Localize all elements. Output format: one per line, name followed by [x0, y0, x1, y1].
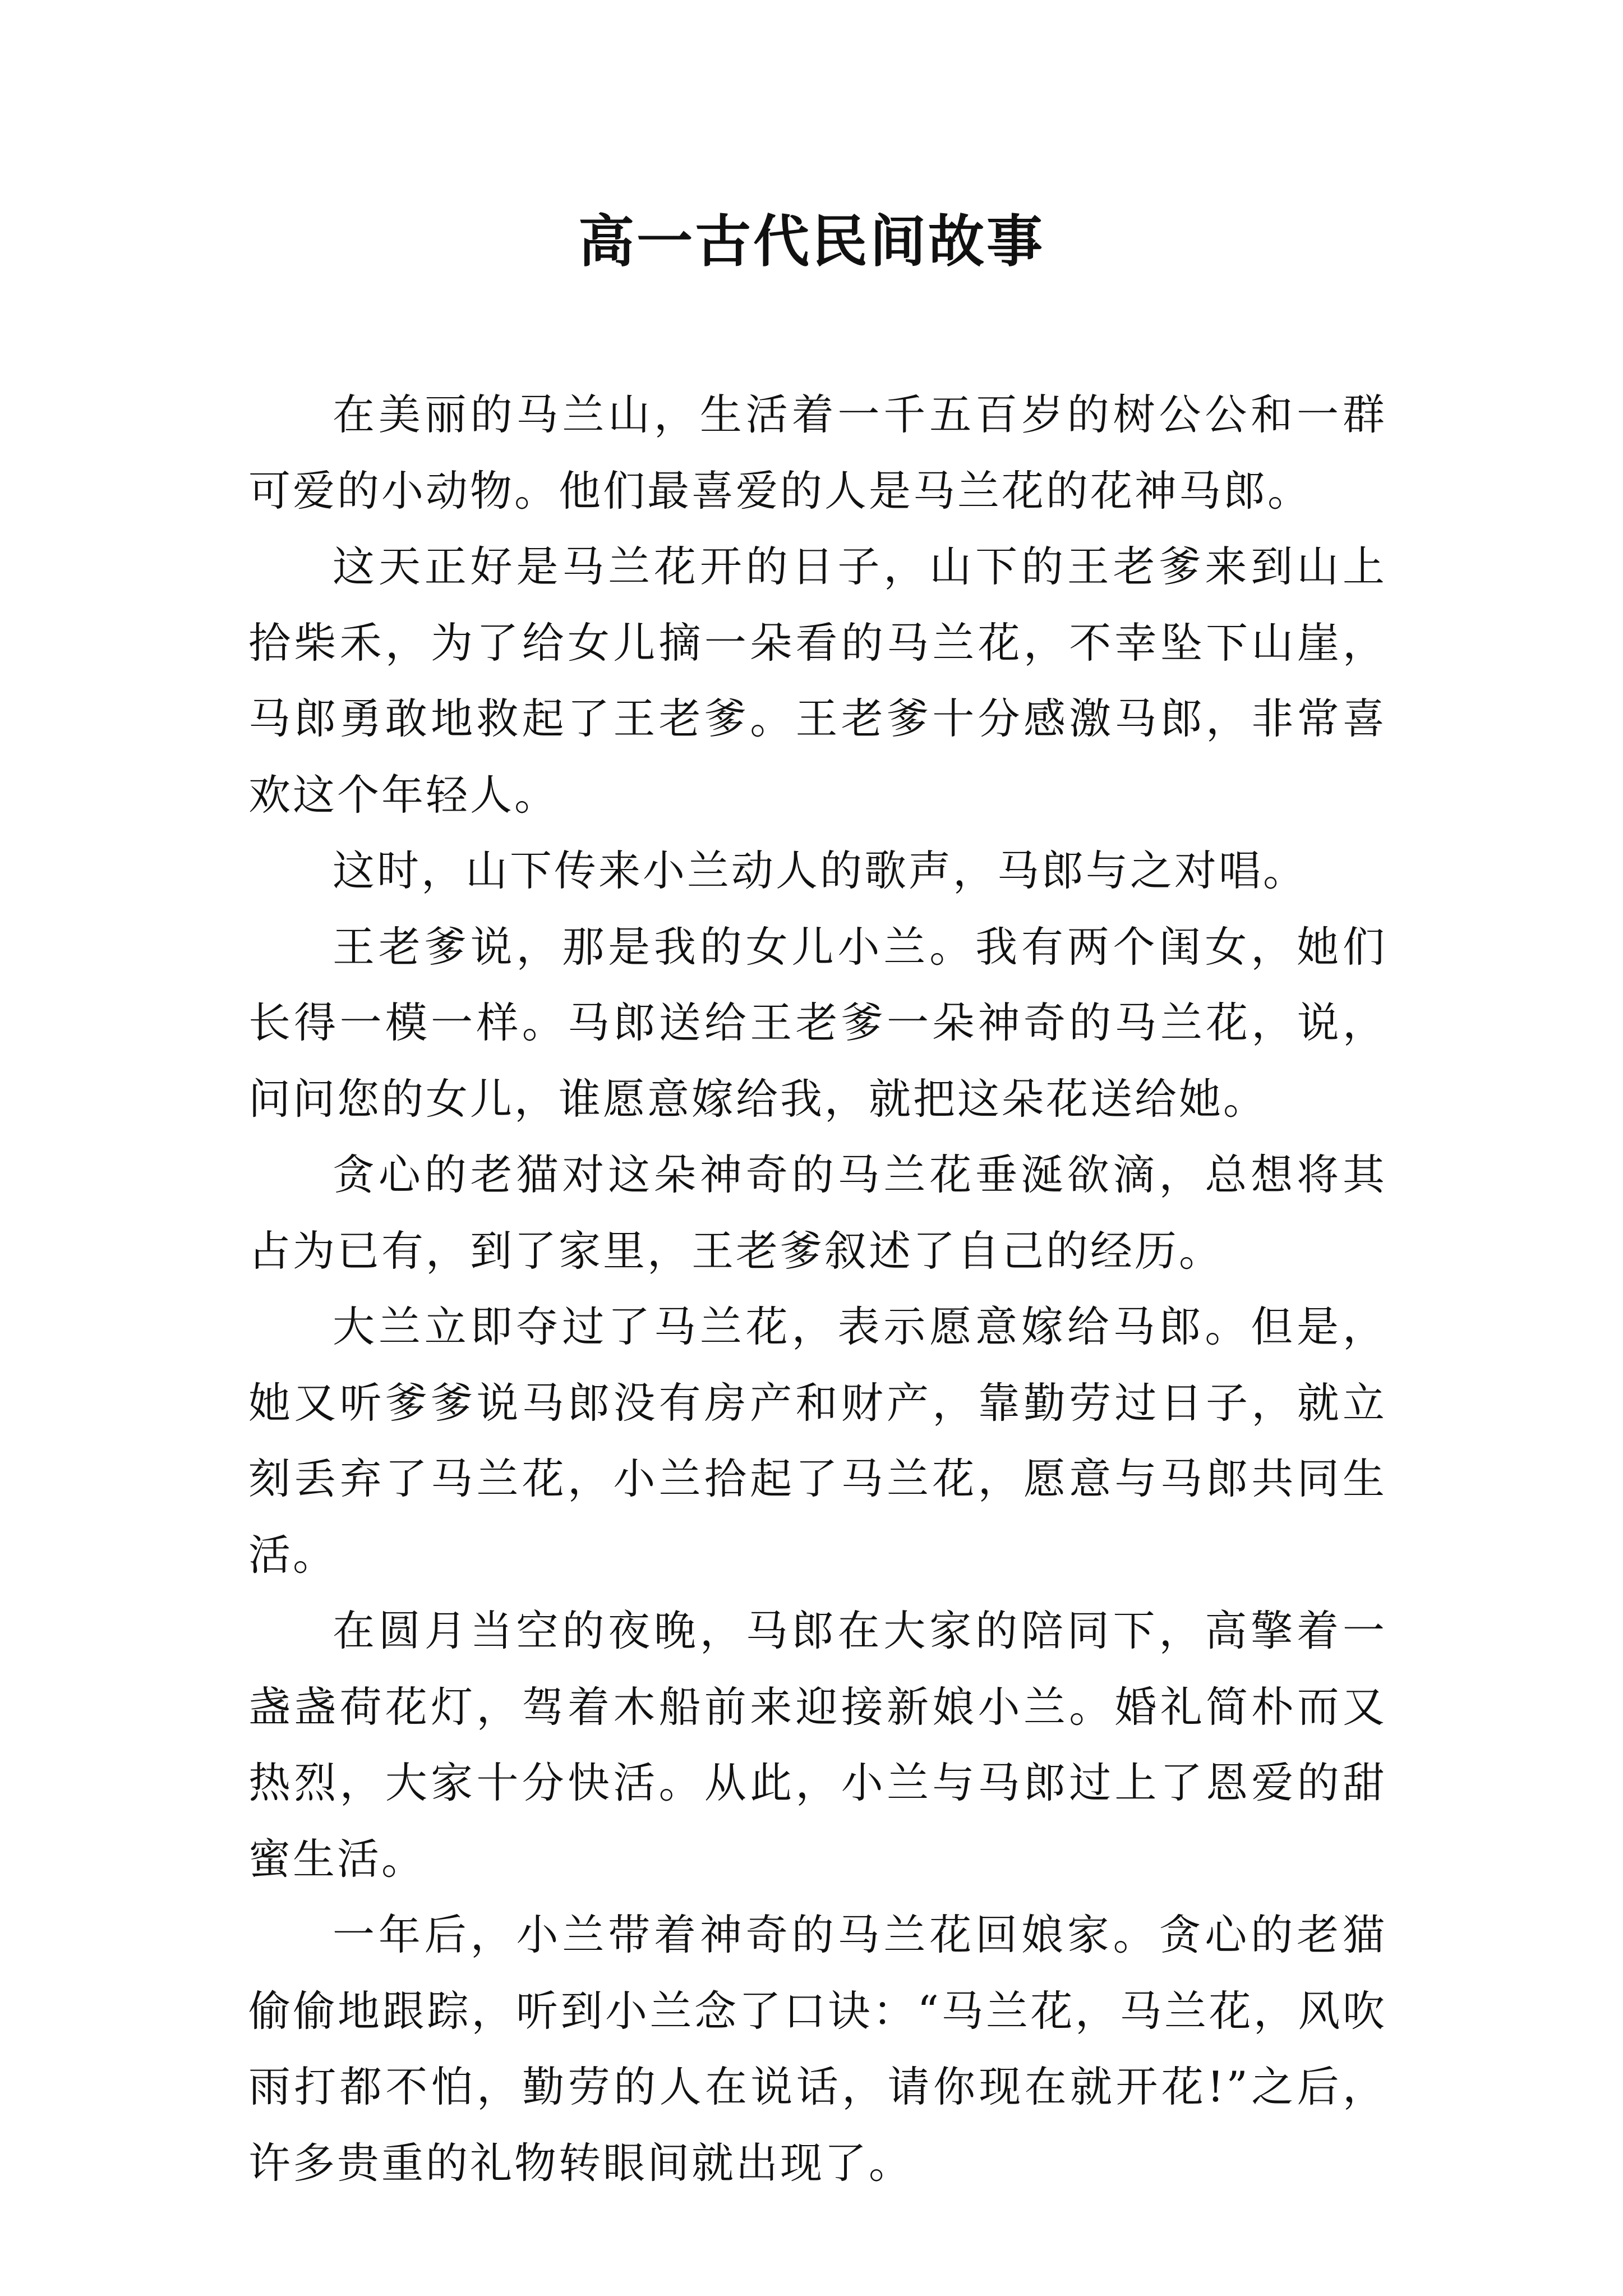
paragraph: 在美丽的马兰山，生活着一千五百岁的树公公和一群可爱的小动物。他们最喜爱的人是马兰花的花神马郎。	[248, 390, 1387, 516]
paragraph: 一年后，小兰带着神奇的马兰花回娘家。贪心的老猫偷偷地跟踪，听到小兰念了口诀：“马兰花，马兰花，风吹雨打都不怕，勤劳的人在说话，请你现在就开花!”之后，许多贵重的礼物转眼间就出现了。	[248, 1910, 1387, 2188]
paragraph: 在圆月当空的夜晚，马郎在大家的陪同下，高擎着一盏盏荷花灯，驾着木船前来迎接新娘小兰。婚礼简朴而又热烈，大家十分快活。从此，小兰与马郎过上了恩爱的甜蜜生活。	[248, 1606, 1387, 1884]
page-title: 高一古代民间故事	[578, 208, 1045, 274]
paragraph: 贪心的老猫对这朵神奇的马兰花垂涎欲滴，总想将其占为已有，到了家里，王老爹叙述了自己的经历。	[248, 1150, 1387, 1276]
paragraph: 这时，山下传来小兰动人的歌声，马郎与之对唱。	[333, 846, 1308, 895]
paragraph: 王老爹说，那是我的女儿小兰。我有两个闺女，她们长得一模一样。马郎送给王老爹一朵神奇的马兰花，说，问问您的女儿，谁愿意嫁给我，就把这朵花送给她。	[248, 922, 1387, 1124]
paragraph: 大兰立即夺过了马兰花，表示愿意嫁给马郎。但是，她又听爹爹说马郎没有房产和财产，靠勤劳过日子，就立刻丢弃了马兰花，小兰拾起了马兰花，愿意与马郎共同生活。	[248, 1302, 1387, 1580]
story-body	[248, 377, 1387, 2201]
paragraph: 这天正好是马兰花开的日子，山下的王老爹来到山上拾柴禾，为了给女儿摘一朵看的马兰花，不幸坠下山崖，马郎勇敢地救起了王老爹。王老爹十分感激马郎，非常喜欢这个年轻人。	[248, 542, 1387, 820]
